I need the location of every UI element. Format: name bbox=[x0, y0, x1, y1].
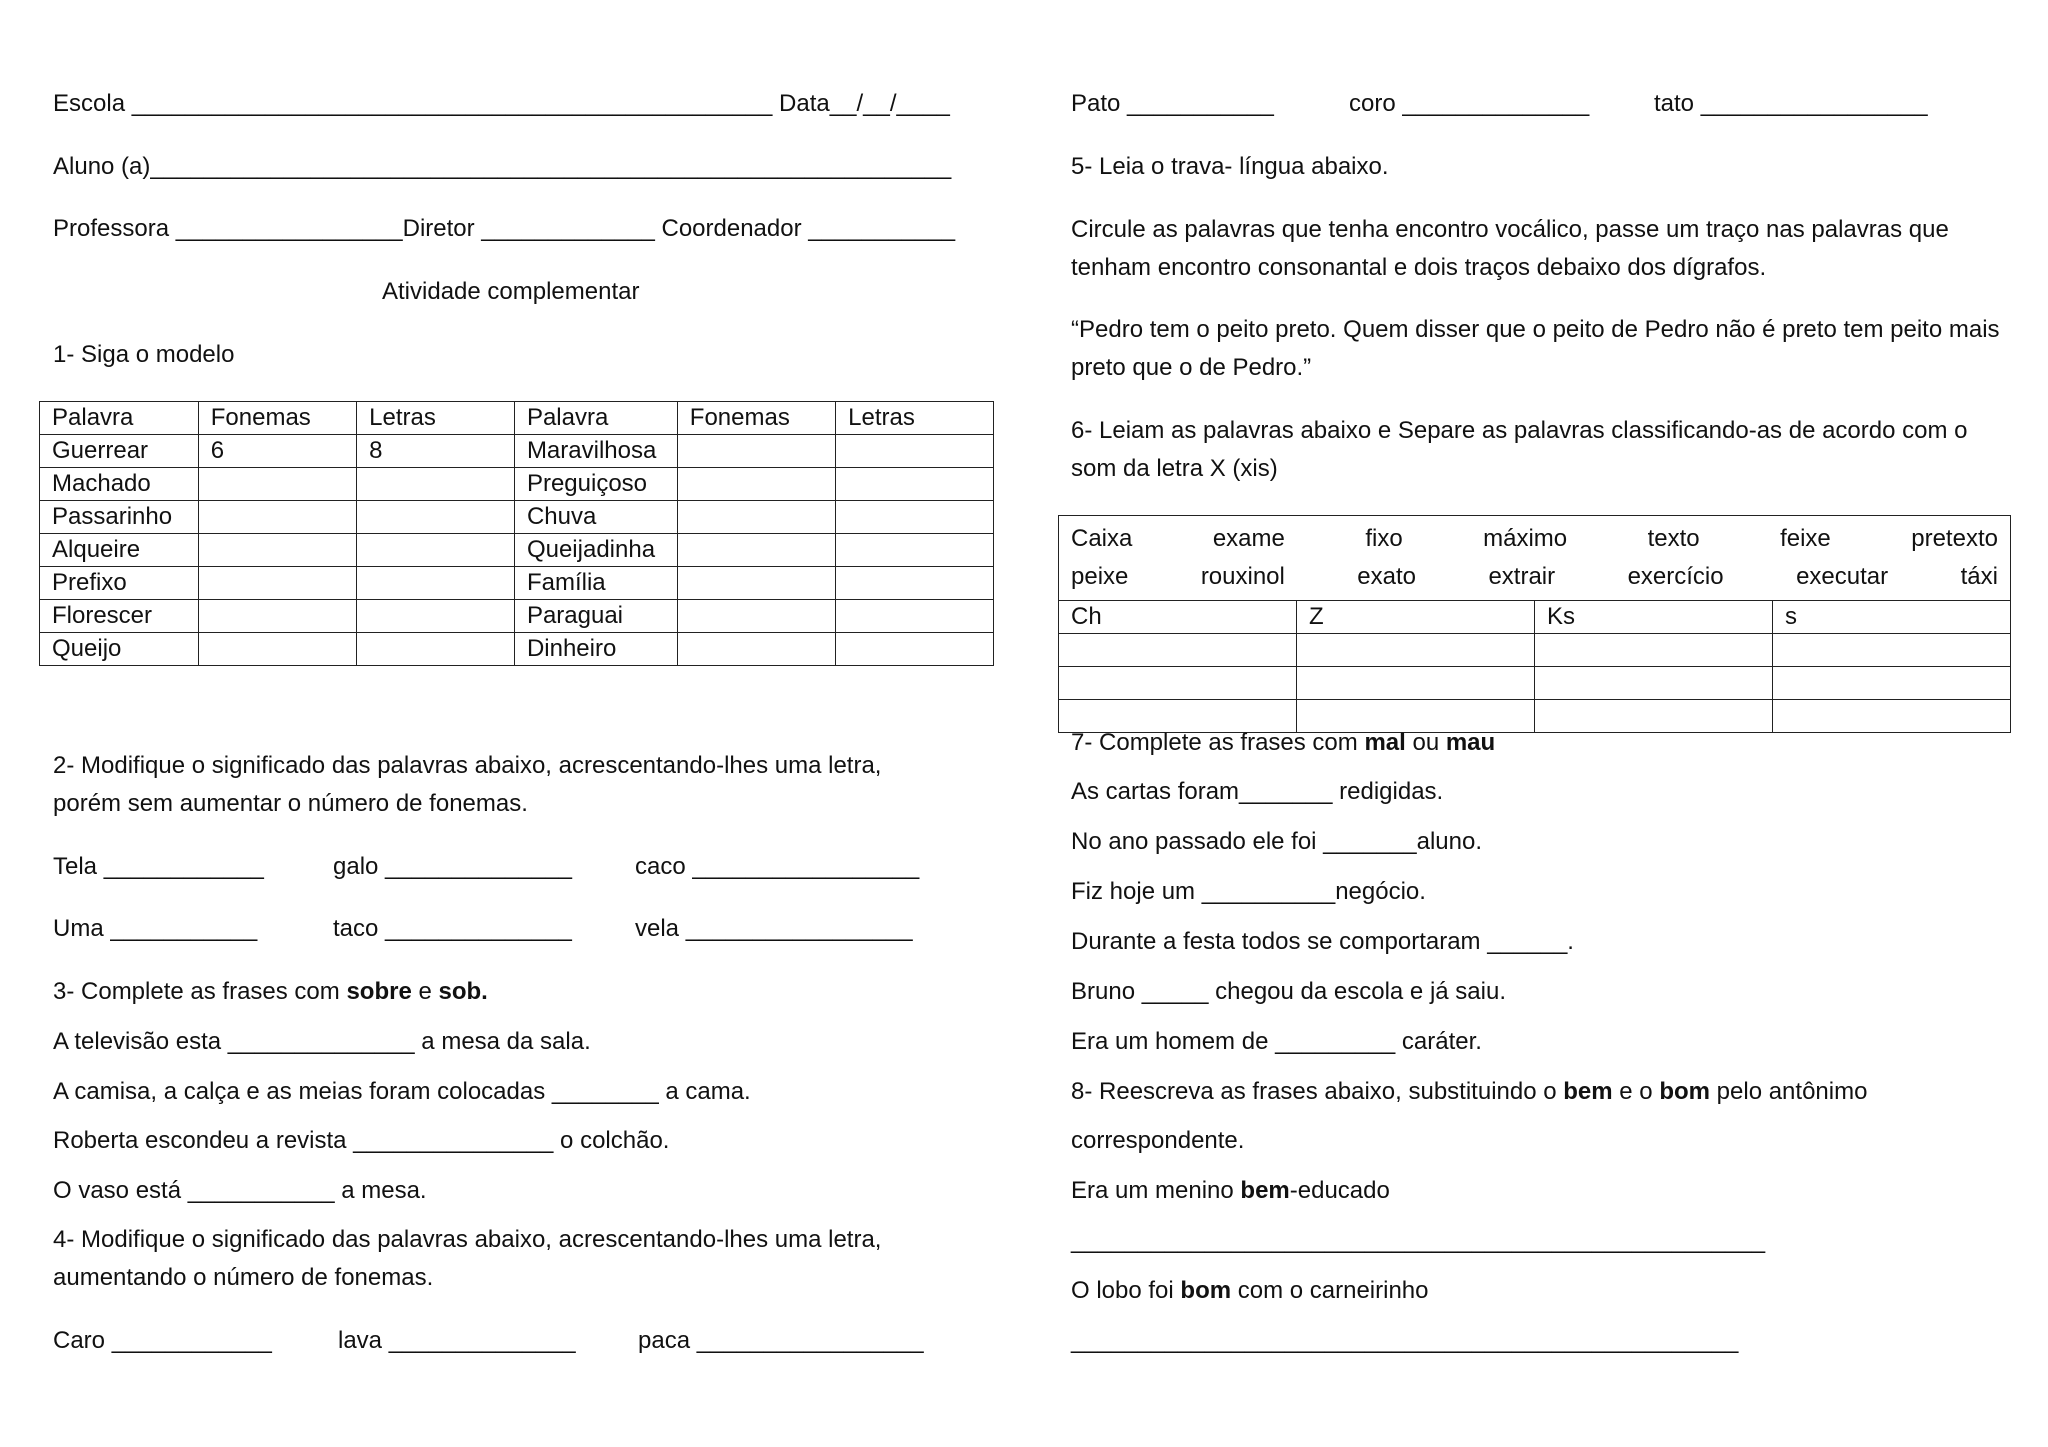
table-cell[interactable] bbox=[198, 633, 356, 666]
table-header-cell: Fonemas bbox=[198, 402, 356, 435]
table-cell[interactable] bbox=[836, 468, 994, 501]
q7-prompt bbox=[1071, 728, 1495, 758]
q7-sentence[interactable]: As cartas foram_______ redigidas. bbox=[1071, 778, 1444, 805]
table-cell[interactable] bbox=[836, 633, 994, 666]
word: feixe bbox=[1780, 525, 1831, 552]
q7-sentence[interactable]: Bruno _____ chegou da escola e já saiu. bbox=[1071, 978, 1506, 1005]
table-row bbox=[1059, 634, 2011, 667]
table-cell: Guerrear bbox=[40, 435, 199, 468]
word: executar bbox=[1796, 563, 1889, 590]
word: exato bbox=[1357, 563, 1417, 590]
table-cell[interactable] bbox=[198, 600, 356, 633]
table-cell[interactable] bbox=[677, 435, 835, 468]
table-cell: Queijadinha bbox=[514, 534, 677, 567]
q3-word-sob: sob. bbox=[438, 978, 488, 1005]
word: fixo bbox=[1365, 525, 1403, 552]
table-cell[interactable] bbox=[1297, 667, 1535, 700]
table-cell[interactable] bbox=[198, 501, 356, 534]
q5-prompt: 5- Leia o trava- língua abaixo. bbox=[1071, 153, 1389, 180]
q4-prompt: 4- Modifique o significado das palavras abaixo, acrescentando-lhes uma letra, aumentando o número de fonemas. bbox=[53, 1226, 882, 1291]
table-cell[interactable] bbox=[1059, 667, 1297, 700]
words-cell bbox=[1059, 516, 2011, 601]
q7-sentence[interactable]: No ano passado ele foi _______aluno. bbox=[1071, 828, 1482, 855]
q3-prompt-mid: e bbox=[411, 978, 439, 1005]
table-cell: Chuva bbox=[514, 501, 677, 534]
table-cell[interactable] bbox=[836, 567, 994, 600]
table-cell[interactable] bbox=[1773, 634, 2011, 667]
q8-s1-post: -educado bbox=[1289, 1177, 1390, 1204]
table-row bbox=[40, 501, 994, 534]
q4-item[interactable]: tato _________________ bbox=[1654, 90, 1928, 117]
q4-item[interactable]: coro ______________ bbox=[1349, 90, 1590, 117]
table-cell[interactable] bbox=[357, 600, 515, 633]
table-row bbox=[1059, 667, 2011, 700]
table-header-row bbox=[1059, 601, 2011, 634]
q3-sentence[interactable]: A televisão esta ______________ a mesa da sala. bbox=[53, 1028, 591, 1055]
word: exercício bbox=[1627, 563, 1724, 590]
q3-sentence[interactable]: A camisa, a calça e as meias foram colocadas ________ a cama. bbox=[53, 1078, 751, 1105]
table-header-cell: s bbox=[1773, 601, 2011, 634]
q8-prompt-cont: correspondente. bbox=[1071, 1127, 1245, 1154]
table-header-cell: Letras bbox=[836, 402, 994, 435]
table-cell: Machado bbox=[40, 468, 199, 501]
q3-sentence[interactable]: Roberta escondeu a revista _______________ o colchão. bbox=[53, 1127, 670, 1154]
q8-s2-pre: O lobo foi bbox=[1071, 1277, 1181, 1304]
q1-prompt: 1- Siga o modelo bbox=[53, 341, 235, 368]
q2-prompt: 2- Modifique o significado das palavras abaixo, acrescentando-lhes uma letra, porém sem aumentar o número de fonemas. bbox=[53, 752, 882, 817]
table-cell[interactable] bbox=[677, 600, 835, 633]
q4-item[interactable]: lava ______________ bbox=[338, 1327, 576, 1354]
q8-s1-pre: Era um menino bbox=[1071, 1177, 1241, 1204]
table-cell[interactable] bbox=[677, 633, 835, 666]
q8-answer-line-1[interactable]: ____________________________________________________ bbox=[1071, 1227, 1766, 1254]
q5-tongue-twister: “Pedro tem o peito preto. Quem disser que o peito de Pedro não é preto tem peito mais preto que o de Pedro.” bbox=[1071, 316, 2000, 381]
q6-table bbox=[1058, 515, 2011, 733]
q2-item[interactable]: Tela ____________ bbox=[53, 853, 264, 880]
table-row bbox=[40, 567, 994, 600]
table-row bbox=[40, 534, 994, 567]
q8-answer-line-2[interactable]: __________________________________________________ bbox=[1071, 1327, 1739, 1354]
word: texto bbox=[1647, 525, 1700, 552]
q5-instructions: Circule as palavras que tenha encontro vocálico, passe um traço nas palavras que tenham encontro consonantal e dois traços debaixo dos dígrafos. bbox=[1071, 216, 1949, 281]
q3-sentence[interactable]: O vaso está ___________ a mesa. bbox=[53, 1177, 427, 1204]
q4-item[interactable]: paca _________________ bbox=[638, 1327, 924, 1354]
table-cell[interactable] bbox=[357, 633, 515, 666]
table-cell: Queijo bbox=[40, 633, 199, 666]
table-cell[interactable] bbox=[677, 534, 835, 567]
table-cell: Paraguai bbox=[514, 600, 677, 633]
word-list-2 bbox=[1071, 558, 1998, 596]
table-row bbox=[40, 468, 994, 501]
q3-prompt-text: 3- Complete as frases com bbox=[53, 978, 347, 1005]
teacher-line[interactable]: Professora _________________Diretor _____________ Coordenador ___________ bbox=[53, 215, 956, 242]
q8-sentence-1 bbox=[1071, 1176, 1390, 1206]
table-cell[interactable] bbox=[836, 600, 994, 633]
table-cell: Preguiçoso bbox=[514, 468, 677, 501]
page-title: Atividade complementar bbox=[382, 278, 640, 305]
table-cell: Passarinho bbox=[40, 501, 199, 534]
table-cell[interactable] bbox=[357, 534, 515, 567]
word: extrair bbox=[1488, 563, 1556, 590]
word-list-1 bbox=[1071, 520, 1998, 558]
table-cell[interactable] bbox=[836, 534, 994, 567]
word: pretexto bbox=[1911, 525, 1998, 552]
q8-s1-bold: bem bbox=[1240, 1177, 1290, 1204]
table-row bbox=[40, 435, 994, 468]
q7-sentence[interactable]: Fiz hoje um __________negócio. bbox=[1071, 878, 1426, 905]
table-cell[interactable] bbox=[1535, 700, 1773, 733]
table-cell[interactable] bbox=[677, 468, 835, 501]
table-header-cell: Palavra bbox=[40, 402, 199, 435]
q8-sentence-2 bbox=[1071, 1276, 1429, 1306]
table-cell[interactable] bbox=[357, 468, 515, 501]
q2-item[interactable]: taco ______________ bbox=[333, 915, 572, 942]
q8-prompt bbox=[1071, 1077, 1867, 1107]
table-row bbox=[40, 633, 994, 666]
q2-item[interactable]: galo ______________ bbox=[333, 853, 572, 880]
words-row bbox=[1059, 516, 2011, 601]
q8-prompt-mid: e o bbox=[1612, 1078, 1660, 1105]
table-cell[interactable] bbox=[198, 468, 356, 501]
table-cell: Alqueire bbox=[40, 534, 199, 567]
table-header-cell: Letras bbox=[357, 402, 515, 435]
table-cell[interactable] bbox=[677, 501, 835, 534]
word: máximo bbox=[1483, 525, 1568, 552]
table-header-cell: Fonemas bbox=[677, 402, 835, 435]
table-cell[interactable]: 8 bbox=[357, 435, 515, 468]
q7-word-mal: mal bbox=[1364, 729, 1406, 756]
q1-table bbox=[39, 401, 994, 666]
word: exame bbox=[1212, 525, 1285, 552]
table-cell[interactable] bbox=[1773, 700, 2011, 733]
q8-word-bem: bem bbox=[1563, 1078, 1613, 1105]
table-header-cell: Z bbox=[1297, 601, 1535, 634]
table-header-cell: Ch bbox=[1059, 601, 1297, 634]
table-cell[interactable] bbox=[1535, 634, 1773, 667]
word: Caixa bbox=[1071, 525, 1133, 552]
q8-s2-bold: bom bbox=[1180, 1277, 1232, 1304]
student-line[interactable]: Aluno (a)____________________________________________________________ bbox=[53, 153, 952, 180]
table-cell[interactable]: 6 bbox=[198, 435, 356, 468]
q7-sentence[interactable]: Durante a festa todos se comportaram ______. bbox=[1071, 928, 1574, 955]
table-header-row bbox=[40, 402, 994, 435]
q7-sentence[interactable]: Era um homem de _________ caráter. bbox=[1071, 1028, 1482, 1055]
table-cell: Prefixo bbox=[40, 567, 199, 600]
q4-item[interactable]: Caro ____________ bbox=[53, 1327, 272, 1354]
q7-word-mau: mau bbox=[1445, 729, 1496, 756]
school-line[interactable]: Escola ________________________________________________ Data__/__/____ bbox=[53, 90, 950, 117]
table-cell[interactable] bbox=[677, 567, 835, 600]
table-cell: Família bbox=[514, 567, 677, 600]
q2-item[interactable]: Uma ___________ bbox=[53, 915, 258, 942]
word: rouxinol bbox=[1200, 563, 1285, 590]
q8-prompt-text: 8- Reescreva as frases abaixo, substituindo o bbox=[1071, 1078, 1564, 1105]
table-cell[interactable] bbox=[1059, 634, 1297, 667]
table-cell[interactable] bbox=[357, 501, 515, 534]
q2-item[interactable]: caco _________________ bbox=[635, 853, 920, 880]
table-cell: Florescer bbox=[40, 600, 199, 633]
table-cell: Maravilhosa bbox=[514, 435, 677, 468]
table-cell[interactable] bbox=[198, 534, 356, 567]
table-cell[interactable] bbox=[357, 567, 515, 600]
q2-item[interactable]: vela _________________ bbox=[635, 915, 913, 942]
table-cell[interactable] bbox=[836, 501, 994, 534]
q7-prompt-text: 7- Complete as frases com bbox=[1071, 729, 1365, 756]
q3-word-sobre: sobre bbox=[346, 978, 412, 1005]
q8-prompt-end: pelo antônimo bbox=[1710, 1078, 1868, 1105]
table-header-cell: Palavra bbox=[514, 402, 677, 435]
q3-prompt bbox=[53, 977, 488, 1007]
q8-s2-post: com o carneirinho bbox=[1231, 1277, 1429, 1304]
q4-item[interactable]: Pato ___________ bbox=[1071, 90, 1274, 117]
q8-word-bom: bom bbox=[1659, 1078, 1710, 1105]
table-header-cell: Ks bbox=[1535, 601, 1773, 634]
table-cell[interactable] bbox=[1297, 634, 1535, 667]
table-cell[interactable] bbox=[198, 567, 356, 600]
word: peixe bbox=[1071, 563, 1129, 590]
table-cell: Dinheiro bbox=[514, 633, 677, 666]
word: táxi bbox=[1960, 563, 1998, 590]
q7-prompt-mid: ou bbox=[1405, 729, 1446, 756]
table-cell[interactable] bbox=[836, 435, 994, 468]
q6-prompt: 6- Leiam as palavras abaixo e Separe as palavras classificando-as de acordo com o som da letra X (xis) bbox=[1071, 417, 1968, 482]
table-cell[interactable] bbox=[1773, 667, 2011, 700]
table-cell[interactable] bbox=[1535, 667, 1773, 700]
table-row bbox=[40, 600, 994, 633]
